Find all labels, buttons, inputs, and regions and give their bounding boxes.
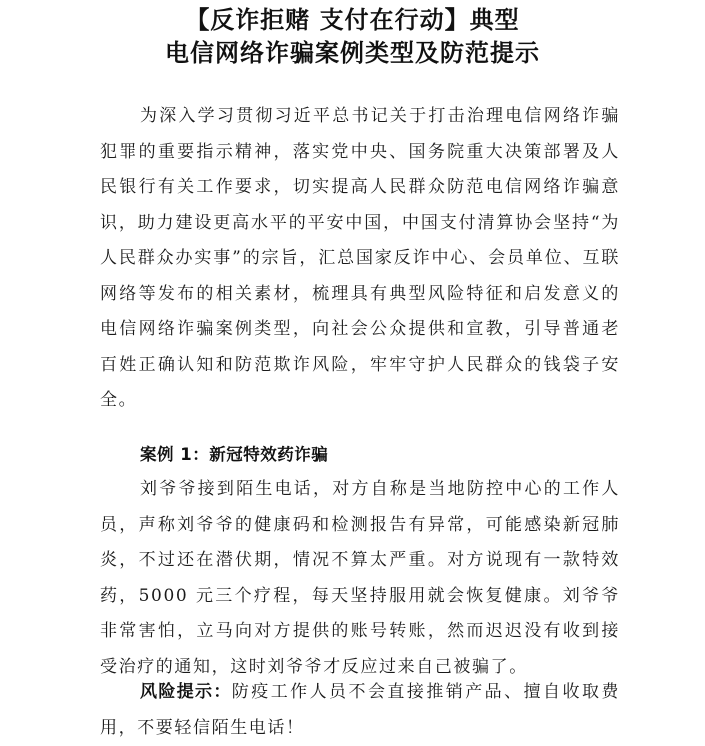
case-1-body: 刘爷爷接到陌生电话，对方自称是当地防控中心的工作人员，声称刘爷爷的健康码和检测报告有异常，可能感染新冠肺炎，不过还在潜伏期，情况不算太严重。对方说现有一款特效药，5000 元三个疗程，每天坚持服用就会恢复健康。刘爷爷非常害怕，立马向对方提供的账号转账，然而迟迟没有收到接受治疗的通知，这时刘爷爷才反应过来自己被骗了。 <box>100 479 620 677</box>
document-title-line-1: 【反诈拒赌 支付在行动】典型 <box>185 6 520 34</box>
risk-tip-text: 防疫工作人员不会直接推销产品、擅自收取费用，不要轻信陌生电话！ <box>100 682 621 738</box>
risk-tip-label: 风险提示： <box>140 682 232 702</box>
case-1-heading: 案例 1：新冠特效药诈骗 <box>140 445 329 464</box>
document-title-line-2: 电信网络诈骗案例类型及防范提示 <box>165 39 540 67</box>
intro-paragraph: 为深入学习贯彻习近平总书记关于打击治理电信网络诈骗犯罪的重要指示精神，落实党中央、国务院重大决策部署及人民银行有关工作要求，切实提高人民群众防范电信网络诈骗意识，助力建设更高水平的平安中国，中国支付清算协会坚持“为人民群众办实事”的宗旨，汇总国家反诈中心、会员单位、互联网络等发布的相关素材，梳理具有典型风险特征和启发意义的电信网络诈骗案例类型，向社会公众提供和宣教，引导普通老百姓正确认知和防范欺诈风险，牢牢守护人民群众的钱袋子安全。 <box>100 106 620 410</box>
risk-tip-paragraph <box>100 675 620 746</box>
